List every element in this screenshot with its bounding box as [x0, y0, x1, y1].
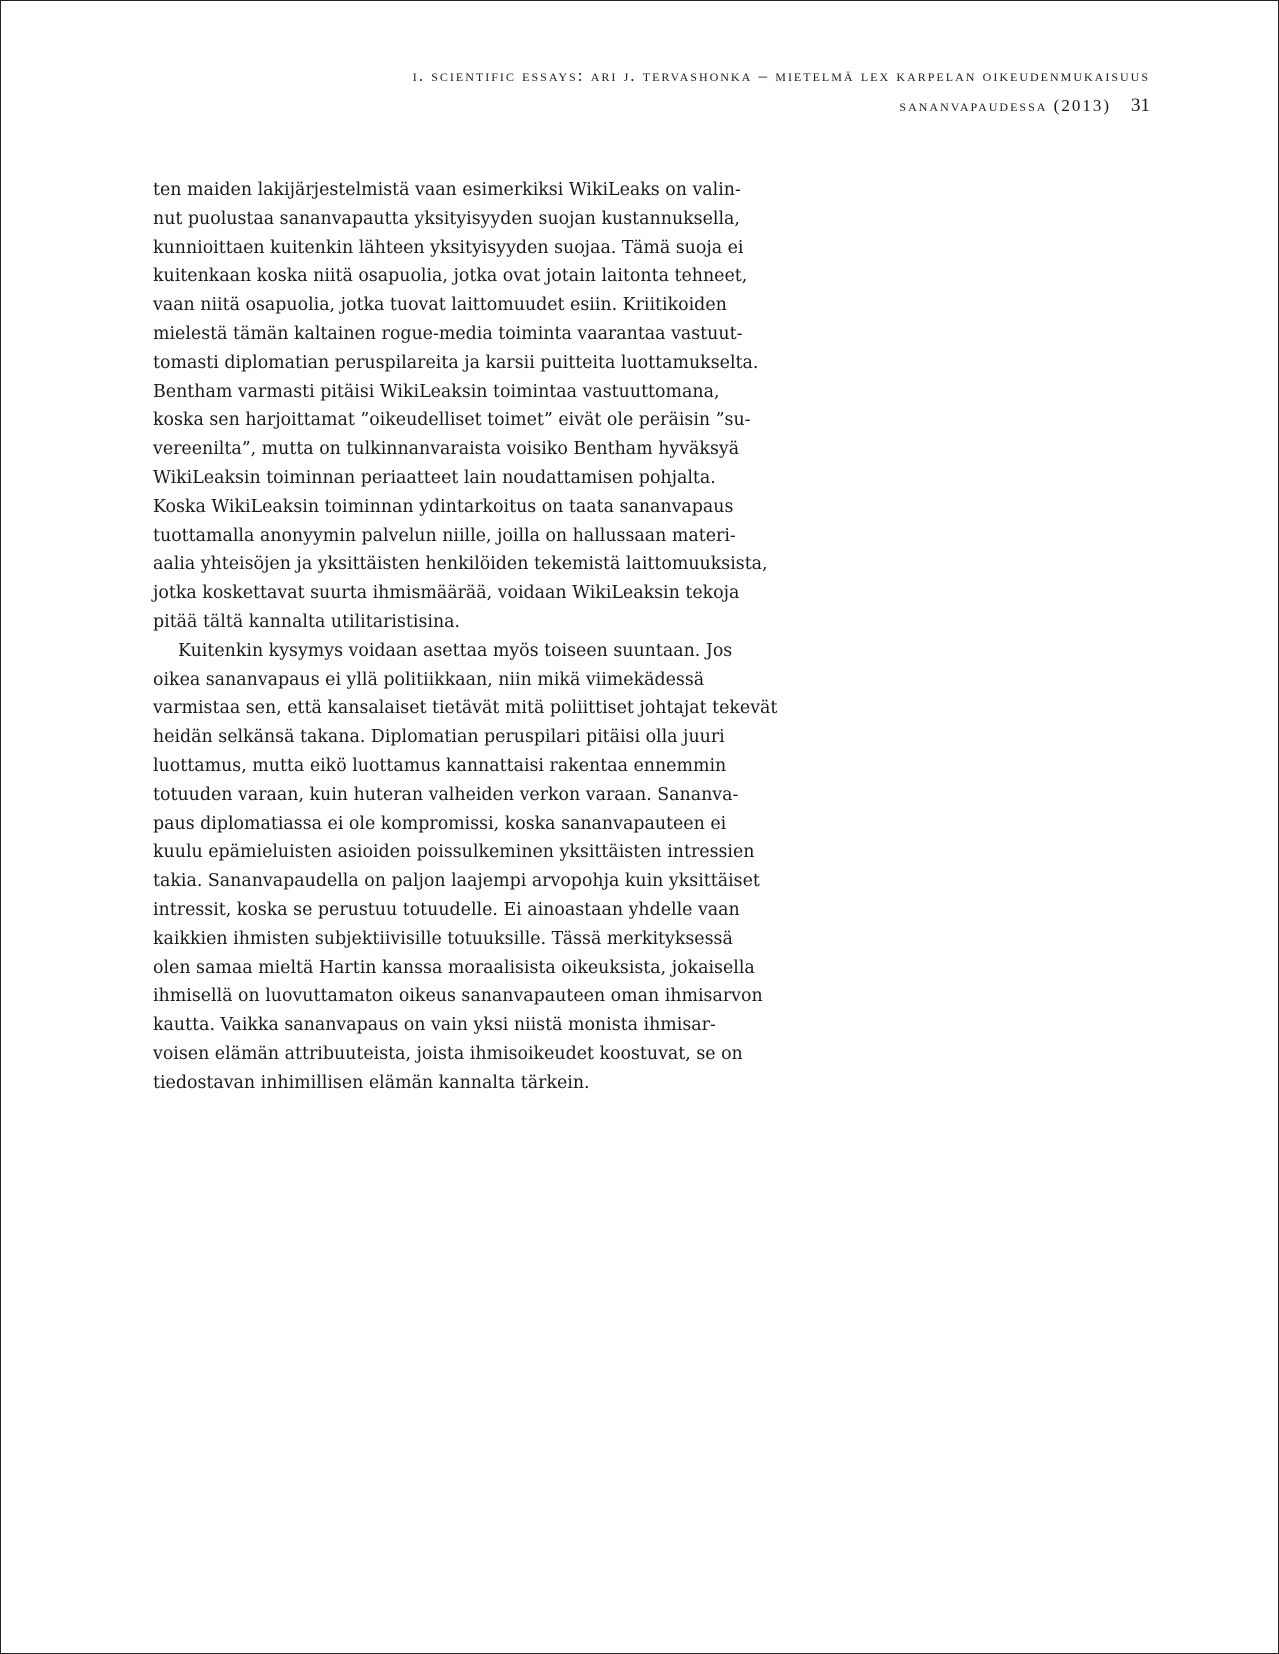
text-line: tiedostavan inhimillisen elämän kannalta tärkein. — [153, 1072, 590, 1093]
text-line: ihmisellä on luovuttamaton oikeus sananvapauteen oman ihmisarvon — [153, 986, 763, 1007]
text-line: kautta. Vaikka sananvapaus on vain yksi niistä monista ihmisar- — [153, 1015, 716, 1036]
text-line: koska sen harjoittamat ”oikeudelliset toimet” eivät ole peräisin ”su- — [153, 410, 751, 431]
text-line: paus diplomatiassa ei ole kompromissi, koska sananvapauteen ei — [153, 813, 727, 834]
text-line: nut puolustaa sananvapautta yksityisyyden suojan kustannuksella, — [153, 208, 740, 229]
text-line: olen samaa mieltä Hartin kanssa moraalisista oikeuksista, jokaisella — [153, 957, 755, 978]
text-line: varmistaa sen, että kansalaiset tietävät mitä poliittiset johtajat tekevät — [153, 698, 778, 719]
running-header-line-1: i. scientific essays: ari j. tervashonka – mietelmä lex karpelan oikeudenmukaisuus — [412, 66, 1150, 85]
text-line: luottamus, mutta eikö luottamus kannattaisi rakentaa ennemmin — [153, 755, 727, 776]
text-line: voisen elämän attribuuteista, joista ihmisoikeudet koostuvat, se on — [153, 1043, 743, 1064]
text-line: ten maiden lakijärjestelmistä vaan esimerkiksi WikiLeaks on valin- — [153, 180, 741, 200]
text-line: WikiLeaksin toiminnan periaatteet lain noudattamisen pohjalta. — [153, 467, 716, 488]
page-number: 31 — [1131, 95, 1150, 116]
text-line: takia. Sananvapaudella on paljon laajempi arvopohja kuin yksittäiset — [153, 871, 760, 892]
running-header-line-2-text: sananvapaudessa (2013) — [899, 96, 1111, 115]
text-line: Koska WikiLeaksin toiminnan ydintarkoitus on taata sananvapaus — [153, 496, 734, 517]
text-line: heidän selkänsä takana. Diplomatian peruspilari pitäisi olla juuri — [153, 727, 725, 748]
text-line-paragraph-start: Kuitenkin kysymys voidaan asettaa myös toiseen suuntaan. Jos — [178, 640, 733, 661]
text-line: aalia yhteisöjen ja yksittäisten henkilöiden tekemistä laittomuuksista, — [153, 554, 768, 575]
body-text — [153, 176, 793, 1098]
text-line: intressit, koska se perustuu totuudelle. Ei ainoastaan yhdelle vaan — [153, 899, 740, 920]
text-line: pitää tältä kannalta utilitaristisina. — [153, 611, 461, 632]
running-header — [413, 61, 1150, 121]
text-line: vaan niitä osapuolia, jotka tuovat laittomuudet esiin. Kriitikoiden — [153, 295, 727, 316]
text-line: kaikkien ihmisten subjektiivisille totuuksille. Tässä merkityksessä — [153, 928, 733, 949]
text-line: tuottamalla anonyymin palvelun niille, joilla on hallussaan materi- — [153, 525, 736, 546]
text-line: oikea sananvapaus ei yllä politiikkaan, niin mikä viimekädessä — [153, 669, 705, 690]
text-line: jotka koskettavat suurta ihmismäärää, voidaan WikiLeaksin tekoja — [153, 583, 740, 604]
text-line: vereenilta”, mutta on tulkinnanvaraista voisiko Bentham hyväksyä — [153, 439, 740, 460]
text-line: kuulu epämieluisten asioiden poissulkeminen yksittäisten intressien — [153, 842, 755, 863]
text-line: totuuden varaan, kuin huteran valheiden verkon varaan. Sananva- — [153, 784, 739, 805]
running-header-line-2 — [413, 91, 1150, 121]
text-line: Bentham varmasti pitäisi WikiLeaksin toimintaa vastuuttomana, — [153, 381, 720, 402]
text-line: tomasti diplomatian peruspilareita ja karsii puitteita luottamukselta. — [153, 352, 759, 373]
text-line: kunnioittaen kuitenkin lähteen yksityisyyden suojaa. Tämä suoja ei — [153, 237, 744, 258]
text-line: kuitenkaan koska niitä osapuolia, jotka ovat jotain laitonta tehneet, — [153, 266, 748, 287]
text-line: mielestä tämän kaltainen rogue-media toiminta vaarantaa vastuut- — [153, 323, 743, 344]
